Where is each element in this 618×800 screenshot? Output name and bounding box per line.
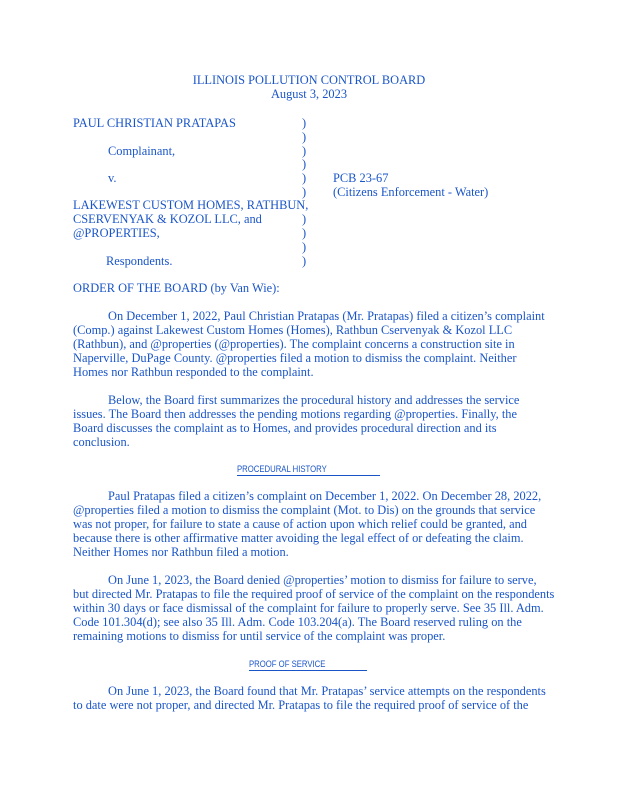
caption-paren: ) bbox=[302, 240, 307, 254]
case-number: PCB 23-67 bbox=[333, 171, 389, 185]
section-heading-proof-of-service: PROOF OF SERVICE bbox=[249, 659, 326, 669]
text-line: (Comp.) against Lakewest Custom Homes (Homes), Rathbun Cservenyak & Kozol LLC bbox=[73, 323, 513, 337]
text-line: to date were not proper, and directed Mr. Pratapas to file the required proof of service of the bbox=[73, 698, 529, 712]
caption-paren: ) bbox=[302, 254, 307, 268]
case-type: (Citizens Enforcement - Water) bbox=[333, 185, 489, 199]
order-date: August 3, 2023 bbox=[270, 87, 348, 101]
caption-paren: ) bbox=[302, 185, 307, 199]
section-heading-procedural-history: PROCEDURAL HISTORY bbox=[237, 464, 327, 474]
caption-paren: ) bbox=[302, 212, 307, 226]
section-underline bbox=[237, 475, 380, 476]
caption-paren: ) bbox=[302, 171, 307, 185]
text-line: On June 1, 2023, the Board found that Mr. Pratapas’ service attempts on the respondents bbox=[108, 684, 546, 698]
respondent-line-1: LAKEWEST CUSTOM HOMES, RATHBUN, bbox=[73, 198, 309, 212]
text-line: Naperville, DuPage County. @properties filed a motion to dismiss the complaint. Neither bbox=[73, 351, 517, 365]
text-line: conclusion. bbox=[73, 435, 130, 449]
text-line: Board discusses the complaint as to Homes, and provides procedural direction and its bbox=[73, 421, 497, 435]
text-line: Code 101.304(d); see also 35 Ill. Adm. Code 103.204(a). The Board reserved ruling on the bbox=[73, 615, 522, 629]
text-line: remaining motions to dismiss for until service of the complaint was proper. bbox=[73, 629, 446, 643]
board-title: ILLINOIS POLLUTION CONTROL BOARD bbox=[192, 73, 426, 87]
complainant-name: PAUL CHRISTIAN PRATAPAS bbox=[73, 116, 236, 130]
respondent-role: Respondents. bbox=[106, 254, 173, 268]
caption-paren: ) bbox=[302, 157, 307, 171]
order-heading: ORDER OF THE BOARD (by Van Wie): bbox=[73, 281, 280, 295]
section-underline bbox=[249, 670, 367, 671]
text-line: Homes nor Rathbun responded to the complaint. bbox=[73, 365, 314, 379]
text-line: but directed Mr. Pratapas to file the required proof of service of the complaint on the respondents bbox=[73, 587, 555, 601]
text-line: @properties filed a motion to dismiss the complaint (Mot. to Dis) on the grounds that service bbox=[73, 503, 536, 517]
respondent-line-2: CSERVENYAK & KOZOL LLC, and bbox=[73, 212, 262, 226]
text-line: Paul Pratapas filed a citizen’s complaint on December 1, 2022. On December 28, 2022, bbox=[108, 489, 542, 503]
caption-paren: ) bbox=[302, 116, 307, 130]
text-line: within 30 days or face dismissal of the complaint for failure to properly serve. See 35 Ill. Adm. bbox=[73, 601, 544, 615]
text-line: issues. The Board then addresses the pending motions regarding @properties. Finally, the bbox=[73, 407, 517, 421]
versus: v. bbox=[108, 171, 117, 185]
text-line: Neither Homes nor Rathbun filed a motion. bbox=[73, 545, 289, 559]
respondent-line-3: @PROPERTIES, bbox=[73, 226, 160, 240]
text-line: (Rathbun), and @properties (@properties). The complaint concerns a construction site in bbox=[73, 337, 515, 351]
text-line: On December 1, 2022, Paul Christian Pratapas (Mr. Pratapas) filed a citizen’s complaint bbox=[108, 309, 545, 323]
caption-paren: ) bbox=[302, 144, 307, 158]
text-line: On June 1, 2023, the Board denied @properties’ motion to dismiss for failure to serve, bbox=[108, 573, 537, 587]
complainant-role: Complainant, bbox=[108, 144, 176, 158]
caption-paren: ) bbox=[302, 226, 307, 240]
text-line: Below, the Board first summarizes the procedural history and addresses the service bbox=[108, 393, 520, 407]
text-line: because there is other affirmative matter avoiding the legal effect of or defeating the claim. bbox=[73, 531, 524, 545]
text-line: was not proper, for failure to state a cause of action upon which relief could be granted, and bbox=[73, 517, 528, 531]
caption-paren: ) bbox=[302, 130, 307, 144]
